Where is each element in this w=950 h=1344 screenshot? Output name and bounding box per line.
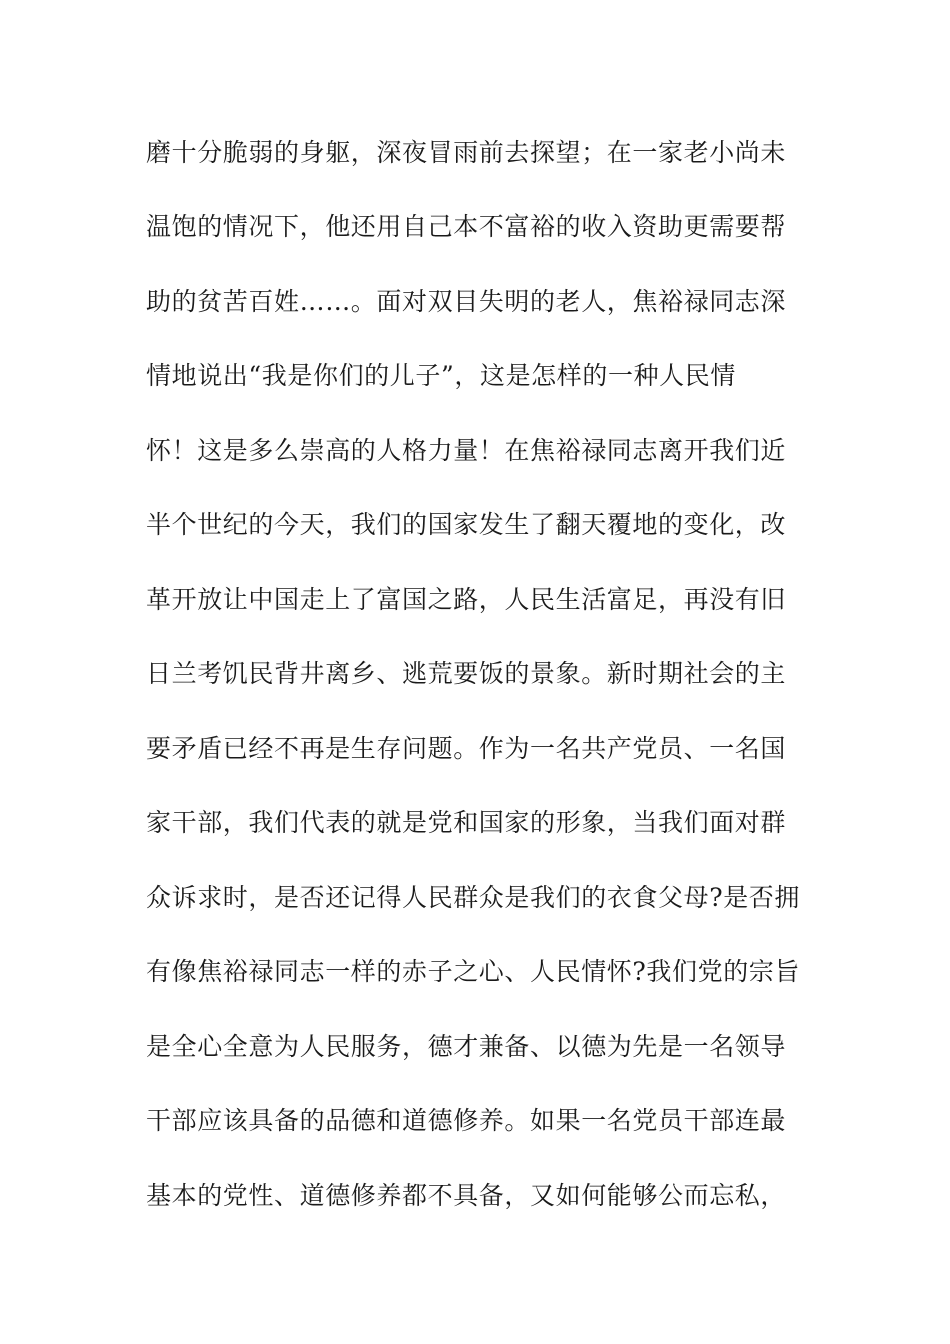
- text-line: 要矛盾已经不再是生存问题。作为一名共产党员、一名国: [146, 734, 787, 763]
- text-line: 情地说出“我是你们的儿子”，这是怎样的一种人民情: [146, 361, 736, 390]
- text-line: 磨十分脆弱的身躯，深夜冒雨前去探望；在一家老小尚未: [146, 138, 787, 167]
- text-line: 日兰考饥民背井离乡、逃荒要饭的景象。新时期社会的主: [146, 659, 787, 688]
- text-line: 革开放让中国走上了富国之路，人民生活富足，再没有旧: [146, 585, 787, 614]
- text-line: 怀！这是多么崇高的人格力量！在焦裕禄同志离开我们近: [146, 436, 787, 465]
- text-line: 干部应该具备的品德和道德修养。如果一名党员干部连最: [146, 1106, 787, 1135]
- text-line: 有像焦裕禄同志一样的赤子之心、人民情怀?我们党的宗旨: [146, 957, 801, 986]
- text-line: 温饱的情况下，他还用自己本不富裕的收入资助更需要帮: [146, 212, 787, 241]
- text-line: 半个世纪的今天，我们的国家发生了翻天覆地的变化，改: [146, 510, 787, 539]
- text-line: 助的贫苦百姓……。面对双目失明的老人，焦裕禄同志深: [146, 287, 787, 316]
- text-line: 家干部，我们代表的就是党和国家的形象，当我们面对群: [146, 808, 787, 837]
- text-line: 是全心全意为人民服务，德才兼备、以德为先是一名领导: [146, 1032, 787, 1061]
- text-line: 基本的党性、道德修养都不具备，又如何能够公而忘私，: [146, 1181, 787, 1210]
- text-line: 众诉求时，是否还记得人民群众是我们的衣食父母?是否拥: [146, 883, 801, 912]
